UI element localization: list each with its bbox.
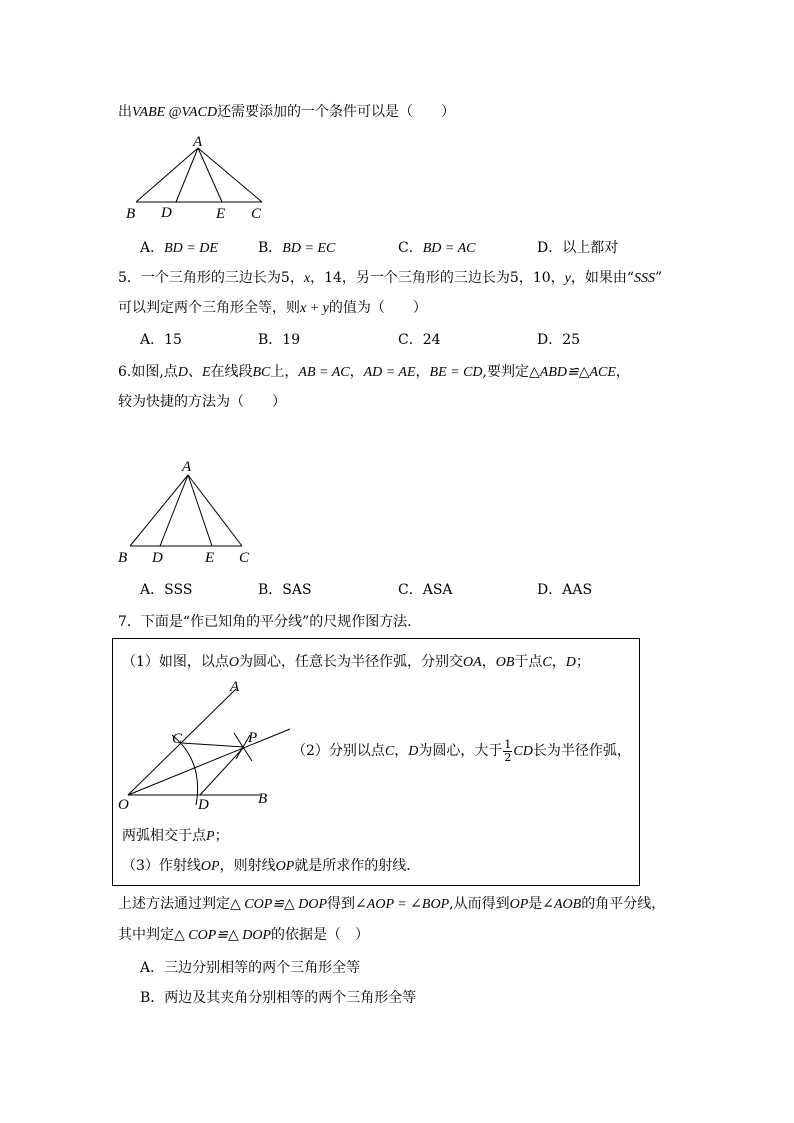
label-D: D bbox=[198, 797, 209, 813]
q7-intro: 7．下面是“作已知角的平分线”的尺规作图方法． bbox=[118, 614, 422, 630]
q5-option-b[interactable]: B．19 bbox=[258, 332, 301, 348]
label-C: C bbox=[172, 731, 183, 747]
q5-option-a[interactable]: A．15 bbox=[140, 332, 182, 348]
label-E: E bbox=[205, 550, 215, 566]
q7-step3: （3）作射线OP，则射线OP就是所求作的射线． bbox=[122, 858, 421, 874]
label-E: E bbox=[216, 206, 226, 222]
fraction-one-half: $\frac{1}{2}$ bbox=[504, 737, 512, 764]
q6-option-d[interactable]: D．AAS bbox=[537, 582, 593, 598]
label-B: B bbox=[118, 550, 128, 566]
label-C: C bbox=[239, 550, 250, 566]
q6-option-c[interactable]: C．ASA bbox=[398, 582, 453, 598]
label-P: P bbox=[248, 730, 258, 746]
q7-step2-continued: 两弧相交于点P； bbox=[122, 828, 229, 844]
label-C: C bbox=[251, 206, 262, 222]
q5-stem-line1: 5．一个三角形的三边长为5，x，14，另一个三角形的三边长为5，10，y，如果由“SSS” bbox=[118, 270, 663, 286]
q6-triangle-figure bbox=[112, 455, 272, 570]
q4-option-b[interactable]: B．BD = EC bbox=[258, 240, 336, 256]
label-O: O bbox=[118, 797, 129, 813]
q6-stem-line2: 较为快捷的方法为（ ） bbox=[118, 394, 286, 410]
q5-stem-line2: 可以判定两个三角形全等，则x + y的值为（ ） bbox=[118, 300, 427, 316]
q7-option-a[interactable]: A．三边分别相等的两个三角形全等 bbox=[140, 960, 361, 976]
label-B: B bbox=[258, 791, 268, 807]
q4-option-a[interactable]: A．BD = DE bbox=[140, 240, 218, 256]
q5-option-c[interactable]: C．24 bbox=[398, 332, 441, 348]
label-D: D bbox=[161, 205, 172, 221]
q4-option-d[interactable]: D．以上都对 bbox=[537, 240, 619, 256]
q4-triangle-figure bbox=[120, 132, 280, 227]
label-A: A bbox=[193, 134, 203, 150]
label-A: A bbox=[182, 459, 192, 475]
q7-angle-bisector-figure bbox=[112, 675, 302, 815]
q7-option-b[interactable]: B．两边及其夹角分别相等的两个三角形全等 bbox=[140, 990, 417, 1006]
q6-option-b[interactable]: B．SAS bbox=[258, 582, 312, 598]
label-A: A bbox=[230, 679, 240, 695]
label-B: B bbox=[126, 206, 136, 222]
q4-stem-tail: 出VABE @VACD还需要添加的一个条件可以是（ ） bbox=[118, 104, 456, 120]
q4-option-c[interactable]: C．BD = AC bbox=[398, 240, 476, 256]
q6-option-a[interactable]: A．SSS bbox=[140, 582, 193, 598]
q7-after-line2: 其中判定△ COP≌△ DOP的依据是（ ） bbox=[118, 927, 370, 943]
q7-step2: （2）分别以点C，D为圆心，大于 $\frac{1}{2}$ CD长为半径作弧， bbox=[292, 737, 631, 764]
q7-step1: （1）如图，以点O为圆心，任意长为半径作弧，分别交OA，OB于点C，D； bbox=[122, 654, 590, 670]
q5-option-d[interactable]: D．25 bbox=[537, 332, 581, 348]
q6-stem-line1: 6.如图,点D、E在线段BC上，AB = AC，AD = AE，BE = CD,要判定△ABD≌△ACE， bbox=[118, 364, 630, 380]
label-D: D bbox=[152, 550, 163, 566]
q7-after-line1: 上述方法通过判定△ COP≌△ DOP得到∠AOP = ∠BOP,从而得到OP是∠AOB的角平分线， bbox=[118, 896, 666, 912]
